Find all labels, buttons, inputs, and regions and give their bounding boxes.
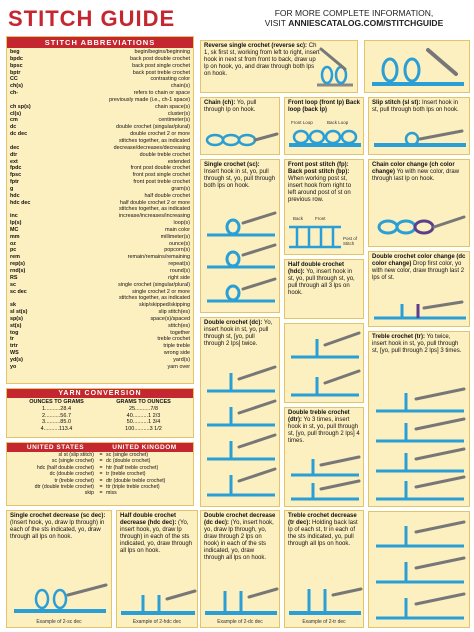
abbreviation-row [10,193,190,200]
abbreviation-value: centimeter(s) [158,117,190,124]
abbreviation-value: slip stitch(es) [158,309,190,316]
card-hdc-art [284,323,364,403]
us-term: dtr (double treble crochet) [34,484,94,491]
abbreviation-value: ounce(s) [169,240,190,247]
equals-sign: = [99,471,103,478]
abbreviation-key: yd(s) [10,356,23,363]
abbreviation-value: main color [165,226,190,233]
abbreviation-key: sc dec [10,288,27,295]
abbreviation-key: RS [10,274,18,281]
half-double-crochet-illustration [287,327,363,401]
abbreviation-value: front post treble crochet [133,179,190,186]
abbreviation-value: cluster(s) [167,110,190,117]
abbreviation-key: fpsc [10,172,22,179]
us-term: tr (treble crochet) [54,477,94,484]
us-term: sc (single crochet) [51,458,94,465]
abbreviation-value: back post treble crochet [132,69,190,76]
card-single-crochet: Single crochet (sc): Insert hook in st, yo, pull through st, yo, pull through both lps on hook. [200,159,280,313]
card-chain-color-change: Chain color change (ch color change) Yo with new color, draw through last lp on hook. [368,159,470,247]
card-half-double-crochet: Half double crochet (hdc): Yo, insert hook in st, yo, pull through st, yo, pull through all 3 lps on hook. [284,259,364,319]
abbreviation-row [10,124,190,131]
equals-sign: = [99,484,103,491]
abbreviation-value: begin/begins/beginning [134,49,190,55]
abbreviation-value: half double crochet [144,192,190,199]
treble-crochet-steps-illustration [372,516,468,626]
abbreviation-row [10,357,190,364]
abbreviation-value: together [170,329,190,336]
card-tr-art [368,511,470,628]
abbreviation-row [10,206,190,213]
abbreviation-value: front post double crochet [130,165,190,172]
card-tr-decrease: Treble crochet decrease (tr dec): Holding back last lp of each st, tr in each of the sts indicated, yo, pull through all lps on hook. Example of 2-tr dec [284,510,364,628]
abbreviation-value: double treble crochet [139,151,190,158]
abbreviation-key [10,295,40,302]
abbreviation-value: back post single crochet [132,62,190,69]
abbreviation-key: bpdc [10,55,23,62]
abbreviation-key: tog [10,329,19,336]
abbreviation-key: rep(s) [10,261,25,268]
abbreviation-row [10,213,190,220]
abbreviation-value: space(s)/spaced [150,315,190,322]
abbreviation-row [10,268,190,275]
abbreviation-key: inc [10,213,18,220]
abbreviation-row [10,241,190,248]
abbreviation-value: chain(s) [170,83,190,90]
abbreviation-row [10,138,190,145]
equals-sign: = [99,490,103,497]
double-treble-crochet-illustration [287,455,363,503]
abbreviation-row [10,309,190,316]
abbreviation-key: bptr [10,69,21,76]
equals-sign: = [99,458,103,465]
card-dc-decrease: Double crochet decrease (dc dec): (Yo, insert hook, yo, draw lp through, yo, draw through 2 lps on hook) in each of the sts indicated, yo, draw through all lps on hook. Example of 2-dc dec [200,510,280,628]
abbreviation-value: back post double crochet [130,55,190,62]
card-double-treble-crochet: Double treble crochet (dtr): Yo 3 times, insert hook in st, yo, pull through st, [yo, pull through 2 lps] 4 times. [284,407,364,507]
abbreviation-key: sc [10,281,16,288]
abbreviation-key: hdc [10,192,20,199]
double-crochet-illustration [203,363,279,503]
us-heading: UNITED STATES [26,444,85,451]
abbreviation-key: ext [10,158,18,165]
abbreviation-row [10,104,190,111]
conversion-row [7,490,193,496]
post-stitch-illustration [287,221,343,251]
card-hdc-decrease: Half double crochet decrease (hdc dec): (Yo, insert hook, yo, draw lp through) in each of the sts indicated, yo, draw through all lps on hook. Example of 2-hdc dec [116,510,198,628]
abbreviation-key: lp(s) [10,220,22,227]
abbreviation-key: beg [10,49,20,55]
yarn-conversion-heading: YARN CONVERSION [7,389,193,398]
abbreviation-value: wrong side [163,350,190,357]
info-line1: FOR MORE COMPLETE INFORMATION, [274,8,434,18]
abbreviation-row [10,261,190,268]
abbreviation-row [10,289,190,296]
us-term: skip [84,490,94,497]
abbreviation-key [10,97,40,104]
abbreviation-key: ch sp(s) [10,103,31,110]
abbreviation-key: fpdc [10,165,22,172]
abbreviation-row [10,316,190,323]
us-term: dc (double crochet) [49,471,94,478]
abbreviation-value: popcorn(s) [164,247,190,254]
abbreviation-row [10,83,190,90]
abbreviation-value: chain space(s) [154,103,190,110]
hdc-decrease-illustration [119,587,197,617]
uk-term: htr (half treble crochet) [106,464,159,471]
card-slip-stitch: Slip stitch (sl st): Insert hook in st, pull through both lps on hook. [368,97,470,155]
abbreviation-key: sl st(s) [10,309,28,316]
abbreviation-value: double crochet 2 or more [130,131,190,138]
abbreviation-value: skip/skipped/skipping [139,302,190,309]
abbreviation-row [10,165,190,172]
abbreviation-key: fptr [10,179,19,186]
sc-decrease-illustration [10,581,110,617]
slip-stitch-illustration [372,129,468,151]
abbreviation-key: dc dec [10,131,28,138]
card-reverse-sc-art [364,40,470,93]
abbreviation-key: yo [10,363,17,370]
abbreviation-row [10,364,190,371]
abbreviation-row [10,302,190,309]
abbreviation-key [10,138,40,145]
abbreviation-row [10,234,190,241]
abbreviation-value: contrasting color [150,76,190,83]
card-chain: Chain (ch): Yo, pull through lp on hook. [200,97,280,155]
abbreviation-row [10,200,190,207]
abbreviation-row [10,220,190,227]
abbreviation-key: ch(s) [10,83,23,90]
dc-decrease-illustration [203,587,279,617]
equals-sign: = [99,464,103,471]
abbreviation-value: stitches together, as indicated [118,295,190,302]
abbreviation-key: sk [10,302,16,309]
abbreviation-key: trtr [10,343,18,350]
front-back-loop-illustration [287,127,363,151]
abbreviation-value: triple treble [163,343,190,350]
uk-term: dc (double crochet) [106,458,151,465]
grams-to-ounces: GRAMS TO OUNCES 25..........7/8 40..........1 2/3 50..........1 3/4 100..........3 1/2 [116,399,171,432]
abbreviation-value: treble crochet [157,336,190,343]
abbreviation-row [10,330,190,337]
abbreviation-row [10,227,190,234]
abbreviation-key: dtr [10,151,18,158]
stitch-abbreviations-panel [6,36,194,384]
abbreviation-value: round(s) [169,268,190,274]
abbreviation-row [10,70,190,77]
abbreviation-row [10,343,190,350]
page-title: STITCH GUIDE [8,6,176,31]
abbreviation-key: pc [10,247,17,254]
us-uk-conversion-panel [6,442,194,506]
uk-term: tr (treble crochet) [106,471,146,478]
abbreviation-key: bpsc [10,62,23,69]
equals-sign: = [99,477,103,484]
ounces-to-grams: OUNCES TO GRAMS 1..........28.4 2..........56.7 3..........85.0 4..........113.4 [29,399,84,432]
info-line2: VISIT ANNIESCATALOG.COM/STITCHGUIDE [264,18,444,28]
abbreviation-value: repeat(s) [168,261,190,268]
abbreviation-value: right side [168,274,190,281]
abbreviation-key [10,206,40,213]
uk-term: ttr (triple treble crochet) [106,484,160,491]
uk-term: dtr (double treble crochet) [106,477,166,484]
abbreviation-value: half double crochet 2 or more [119,199,190,206]
card-sc-decrease: Single crochet decrease (sc dec): (Insert hook, yo, draw lp through) in each of the sts indicated, yo, draw through all lps on hook. Example of 2-sc dec [6,510,112,628]
abbreviations-list [7,48,193,372]
abbreviation-row [10,336,190,343]
abbreviation-row [10,323,190,330]
abbreviation-row [10,159,190,166]
abbreviation-key: ch- [10,90,19,97]
abbreviation-value: stitches together, as indicated [118,137,190,144]
abbreviation-row [10,90,190,97]
abbreviation-row [10,76,190,83]
info-text [238,8,470,28]
abbreviation-key: tr [10,336,14,343]
abbreviation-value: double crochet (singular/plural) [115,124,190,131]
abbreviation-value: stitches together, as indicated [118,206,190,213]
us-term: hdc (half double crochet) [36,464,94,471]
card-front-back-loop: Front loop (front lp) Back loop (back lp) Front Loop Back Loop [284,97,364,155]
yarn-conversion-panel [6,388,194,438]
abbreviation-row [10,131,190,138]
equals-sign: = [99,452,103,458]
abbreviation-key: dec [10,144,20,151]
dc-color-change-illustration [372,300,468,324]
abbreviation-row [10,145,190,152]
abbreviation-row [10,247,190,254]
card-post-stitch: Front post stitch (fp): Back post stitch (bp): When working post st, insert hook from right to left around post of st on previous row. Back Front Post of Stitch [284,159,364,255]
abbreviation-row [10,275,190,282]
abbreviation-key: rem [10,254,20,261]
single-crochet-illustration [203,209,279,309]
abbreviation-row [10,117,190,124]
abbreviation-key: cl(s) [10,110,22,117]
abbreviations-heading: STITCH ABBREVIATIONS [7,37,193,48]
abbreviation-value: extended [167,158,190,165]
abbreviation-row [10,56,190,63]
treble-crochet-illustration [372,387,468,503]
abbreviation-value: refers to chain or space [133,90,190,97]
abbreviation-key: MC [10,226,19,233]
chain-color-change-illustration [372,209,468,243]
abbreviation-key: hdc dec [10,199,31,206]
abbreviation-key: CC [10,76,18,83]
abbreviation-row [10,111,190,118]
abbreviation-value: previously made (i.e., ch-1 space) [109,96,190,103]
abbreviation-value: loop(s) [173,220,190,227]
abbreviation-value: millimeter(s) [160,233,190,240]
abbreviation-row [10,152,190,159]
abbreviation-key: WS [10,350,19,357]
abbreviation-key: st(s) [10,322,22,329]
abbreviation-value: single crochet (singular/plural) [118,281,190,288]
abbreviation-row [10,282,190,289]
uk-term: sc (single crochet) [106,452,149,458]
tr-decrease-illustration [287,587,363,617]
abbreviation-key: sp(s) [10,315,23,322]
uk-heading: UNITED KINGDOM [112,444,177,451]
uk-term: miss [106,490,117,497]
abbreviation-key: rnd(s) [10,268,26,274]
card-treble-crochet: Treble crochet (tr): Yo twice, insert hook in st, yo, pull through st, [yo, pull through 2 lps] 3 times. [368,331,470,507]
abbreviation-row [10,295,190,302]
abbreviation-row [10,97,190,104]
chain-illustration [203,126,279,152]
info-url-link[interactable]: ANNIESCATALOG.COM/STITCHGUIDE [288,18,444,28]
abbreviation-value: gram(s) [171,185,190,192]
card-dc-color-change: Double crochet color change (dc color change) Drop first color, yo with new color, draw through last 2 lps of st. [368,251,470,327]
abbreviation-key: cm [10,117,18,124]
abbreviation-row [10,350,190,357]
abbreviation-value: stitch(es) [168,322,190,329]
abbreviation-row [10,172,190,179]
abbreviation-row [10,186,190,193]
abbreviation-key: dc [10,124,17,131]
abbreviation-value: yarn over [167,363,190,370]
abbreviation-row [10,63,190,70]
reverse-sc-steps-illustration [368,44,468,92]
abbreviation-row [10,179,190,186]
abbreviation-value: remain/remains/remaining [127,254,190,261]
abbreviation-value: front post single crochet [132,172,190,179]
abbreviation-key: g [10,185,14,192]
reverse-sc-illustration [315,45,355,91]
abbreviation-value: decrease/decreases/decreasing [113,144,190,151]
abbreviation-value: yard(s) [173,356,190,363]
abbreviation-key: oz [10,240,16,247]
abbreviation-key: mm [10,233,20,240]
card-reverse-single-crochet: Reverse single crochet (reverse sc): Ch 1, sk first st, working from left to right, insert hook in next st from front to back, draw up lp on hook, yo, and draw through both lps on hook. [200,40,358,93]
us-term: sl st (slip stitch) [58,452,94,458]
abbreviation-row [10,49,190,56]
card-double-crochet: Double crochet (dc): Yo, insert hook in st, yo, pull through st, [yo, pull through 2 lps] twice. [200,317,280,507]
abbreviation-row [10,254,190,261]
abbreviation-value: single crochet 2 or more [132,288,190,295]
abbreviation-value: increase/increases/increasing [118,213,190,220]
